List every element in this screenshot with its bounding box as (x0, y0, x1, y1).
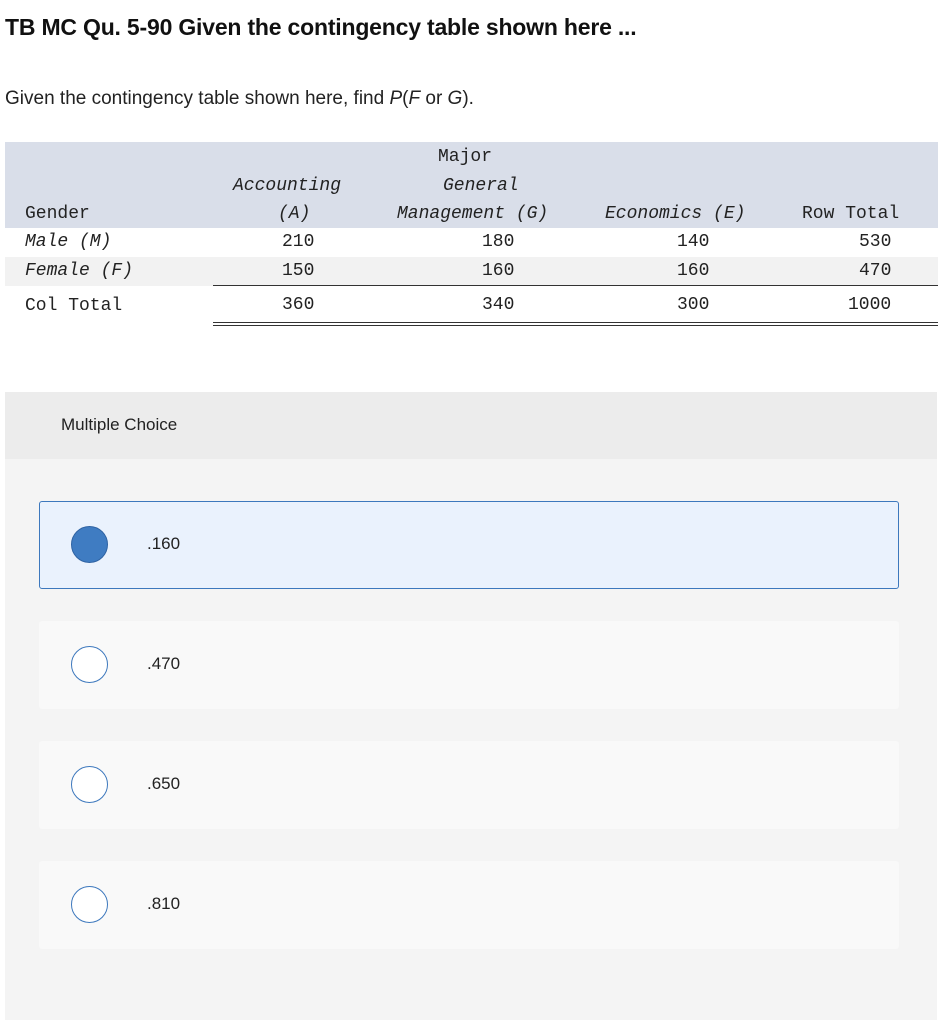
option-4[interactable] (39, 861, 899, 949)
prompt-open-paren: ( (402, 88, 409, 109)
radio-icon[interactable] (71, 886, 108, 923)
option-2[interactable] (39, 621, 899, 709)
table-row (5, 257, 938, 286)
multiple-choice-label: Multiple Choice (61, 415, 178, 434)
option-text: .470 (147, 654, 181, 673)
multiple-choice-panel (5, 392, 937, 1020)
double-total-rule (213, 322, 938, 326)
header-economics: Economics (E) (605, 204, 746, 224)
cell-general-management: 160 (482, 261, 515, 281)
table-header (5, 142, 938, 228)
option-3[interactable] (39, 741, 899, 829)
prompt-lead-text: Given the contingency table shown here, find (5, 88, 390, 109)
cell-accounting: 210 (282, 232, 315, 252)
option-text: .650 (147, 774, 181, 793)
cell-economics: 140 (677, 232, 710, 252)
prompt-p-symbol: P (389, 88, 403, 109)
question-title: TB MC Qu. 5-90 Given the contingency table shown here ... (5, 14, 637, 40)
radio-icon[interactable] (71, 646, 108, 683)
cell-accounting: 150 (282, 261, 315, 281)
prompt-close-paren: ). (462, 88, 474, 109)
radio-selected-icon[interactable] (71, 526, 108, 563)
options-list (5, 459, 937, 1020)
prompt-f-symbol: F (408, 88, 421, 109)
header-accounting-code: (A) (278, 204, 311, 224)
cell-general-management: 340 (482, 295, 515, 315)
row-label: Male (M) (25, 232, 112, 252)
cell-economics: 300 (677, 295, 710, 315)
option-text: .160 (147, 534, 181, 553)
prompt-or-text: or (420, 88, 448, 109)
header-accounting: Accounting (233, 176, 342, 196)
cell-general-management: 180 (482, 232, 515, 252)
total-rule (213, 285, 938, 286)
row-label: Female (F) (25, 261, 134, 281)
header-row-total: Row Total (802, 204, 900, 224)
prompt-g-symbol: G (447, 88, 463, 109)
contingency-table (5, 142, 938, 324)
cell-row-total: 1000 (848, 295, 892, 315)
option-text: .810 (147, 894, 181, 913)
multiple-choice-header (5, 392, 937, 459)
cell-economics: 160 (677, 261, 710, 281)
row-label: Col Total (25, 296, 123, 316)
cell-row-total: 470 (859, 261, 892, 281)
option-1[interactable] (39, 501, 899, 589)
table-row (5, 286, 938, 324)
header-gender: Gender (25, 204, 90, 224)
header-major: Major (438, 147, 493, 167)
question-prompt (5, 88, 474, 110)
cell-row-total: 530 (859, 232, 892, 252)
table-row (5, 228, 938, 257)
radio-icon[interactable] (71, 766, 108, 803)
header-general: General (443, 176, 519, 196)
header-management: Management (G) (397, 204, 549, 224)
cell-accounting: 360 (282, 295, 315, 315)
